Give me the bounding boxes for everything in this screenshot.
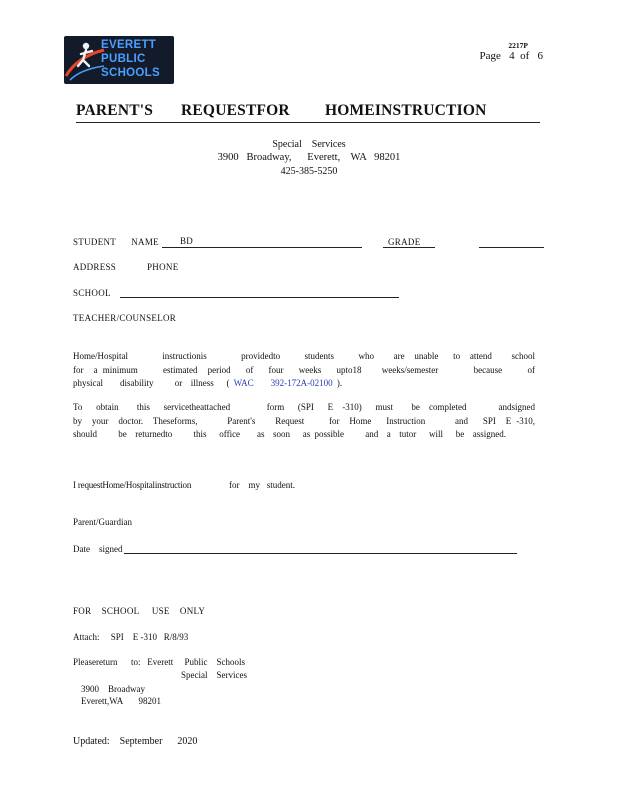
title-part-2: REQUESTFOR [181, 102, 290, 119]
form-title [76, 102, 540, 123]
address-label: ADDRESS [73, 262, 117, 272]
logo-line-2: PUBLIC [101, 53, 146, 65]
request-statement-end: for my student. [229, 480, 295, 490]
district-phone: 425-385-5250 [280, 166, 338, 177]
student-name-value[interactable]: BD [180, 236, 194, 246]
title-part-1: PARENT'S [76, 102, 154, 119]
department-name: Special Services [272, 139, 346, 150]
school-field-line[interactable] [120, 297, 399, 298]
district-address: 3900 Broadway, Everett, WA 98201 [217, 152, 401, 163]
office-use-heading: FOR SCHOOL USE ONLY [73, 606, 206, 616]
school-label: SCHOOL [73, 288, 111, 298]
parent-guardian-label: Parent/Guardian [73, 517, 132, 527]
request-statement: I requestHome/Hospitalinstruction [73, 480, 192, 490]
grade-field-line[interactable] [479, 247, 544, 248]
date-signed-label: Date signed [73, 544, 123, 554]
wac-link[interactable]: WAC 392-172A-02100 [233, 378, 333, 388]
logo-line-1: EVERETT [101, 39, 157, 51]
return-to-label: Pleasereturn to: Everett Public Schools [73, 657, 245, 667]
teacher-counselor-label: TEACHER/COUNSELOR [73, 313, 177, 323]
page-indicator: Page 4 of 6 [479, 50, 543, 62]
phone-label: PHONE [147, 262, 179, 272]
eligibility-end: ). [332, 378, 343, 388]
eligibility-paragraph [73, 350, 552, 391]
date-signed-line[interactable] [124, 553, 517, 554]
district-logo [64, 36, 174, 84]
instructions-paragraph: To obtain this servicetheattached form (SPI E -310) must be completed andsigned by your doctor. Theseforms, Parent's Request for Home Instruction and SPI E -310, should be returnedto this office as soon as possible and a tutor will be assigned. [73, 402, 557, 439]
return-city: Everett,WA 98201 [81, 696, 161, 706]
form-number: 2217P [508, 41, 528, 50]
grade-label: GRADE [388, 237, 421, 247]
title-part-3: HOMEINSTRUCTION [325, 102, 487, 119]
student-name-line [162, 247, 362, 248]
eligibility-text: Home/Hospital instructionis providedto students who are unable to attend school for a minimum estimated period of four weeks upto18 weeks/semester because of physical disability or illness ( [73, 351, 552, 388]
logo-line-3: SCHOOLS [101, 67, 160, 79]
updated-date: Updated: September 2020 [73, 736, 198, 747]
student-name-label: STUDENT NAME [73, 237, 159, 247]
attach-note: Attach: SPI E -310 R/8/93 [73, 632, 189, 642]
return-department: Special Services [181, 670, 247, 680]
return-street: 3900 Broadway [81, 684, 145, 694]
grade-label-underline [383, 247, 435, 248]
